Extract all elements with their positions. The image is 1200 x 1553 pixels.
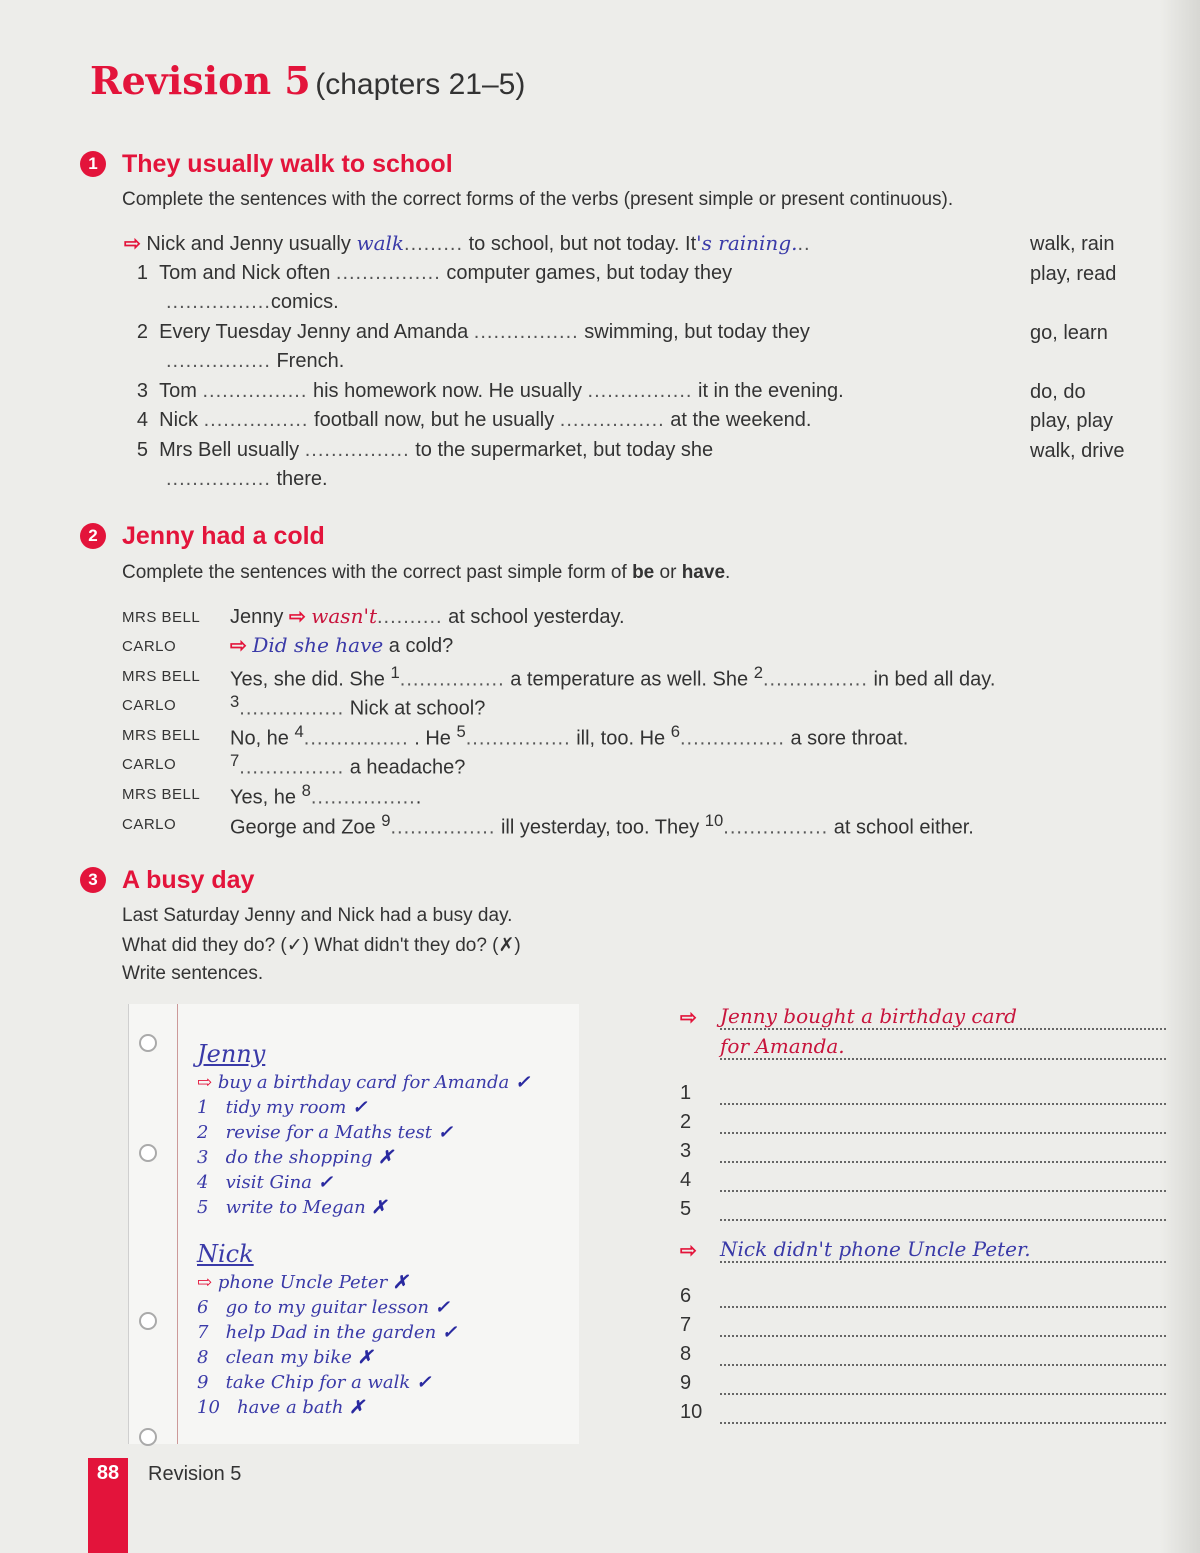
- section-3-number: 3: [80, 867, 106, 893]
- answer-row: 2: [680, 1105, 1166, 1134]
- example-arrow-icon: ⇨: [230, 635, 247, 657]
- item-2-verbs: go, learn: [1030, 322, 1108, 344]
- answer-blank[interactable]: ................: [202, 380, 308, 402]
- answer-blank[interactable]: ................: [166, 350, 271, 372]
- list-item: 3 do the shopping ✗: [197, 1147, 394, 1168]
- list-item: 6 go to my guitar lesson ✓: [197, 1297, 450, 1318]
- answer-row: 9: [680, 1366, 1166, 1395]
- list-item: 8 clean my bike ✗: [197, 1347, 373, 1368]
- binder-hole-icon: [139, 1034, 157, 1052]
- item-3-verbs: do, do: [1030, 381, 1086, 403]
- answer-blank[interactable]: ................: [465, 727, 571, 750]
- page-number-tab: [88, 1458, 128, 1553]
- item-5-verbs: walk, drive: [1030, 440, 1125, 462]
- answer-blank[interactable]: ................: [390, 816, 496, 839]
- example-answer-line: Jenny bought a birthday card: [720, 1004, 1166, 1030]
- example-arrow-icon: ⇨: [288, 606, 306, 628]
- answer-blank[interactable]: ................: [166, 291, 271, 313]
- list-item: ⇨ phone Uncle Peter ✗: [197, 1272, 408, 1293]
- nick-list: [197, 1272, 457, 1422]
- answer-line[interactable]: [720, 1317, 1166, 1337]
- example-answer-line: Nick didn't phone Uncle Peter.: [720, 1237, 1166, 1263]
- answer-row: 10: [680, 1395, 1166, 1424]
- speaker-label: CARLO: [122, 638, 177, 655]
- example-answer: wasn't: [311, 604, 377, 628]
- list-item: 7 help Dad in the garden ✓: [197, 1322, 458, 1343]
- list-item: ⇨ buy a birthday card for Amanda ✓: [197, 1072, 531, 1093]
- dialogue-line-8: George and Zoe $^9$................ ill yesterday, too. They $^{10}$................ at school either.: [230, 811, 974, 839]
- list-item: 2 revise for a Maths test ✓: [197, 1122, 453, 1143]
- section-1-item-5: 5 Mrs Bell usually ................ to the supermarket, but today she: [136, 439, 714, 461]
- example-answer-line: for Amanda.: [720, 1034, 1166, 1060]
- cross-icon: ✗: [392, 1272, 408, 1293]
- page-subtitle: (chapters 21–5): [315, 68, 526, 101]
- speaker-label: CARLO: [122, 697, 177, 714]
- list-item: 10 have a bath ✗: [197, 1397, 365, 1418]
- tick-icon: ✓: [441, 1322, 458, 1343]
- section-1-item-5-cont: ................ there.: [166, 468, 328, 490]
- answer-row: 8: [680, 1337, 1166, 1366]
- cross-icon: ✗: [357, 1347, 373, 1368]
- speaker-label: CARLO: [122, 756, 177, 773]
- answer-blank[interactable]: ................: [310, 786, 416, 809]
- section-1-item-4: 4 Nick ................ football now, but he usually ................ at the weekend.: [136, 409, 812, 431]
- answer-line[interactable]: [720, 1288, 1166, 1308]
- notebook-page: [128, 1004, 579, 1444]
- section-2-instruction: Complete the sentences with the correct past simple form of be or have.: [122, 562, 731, 583]
- dialogue-line-6: $^7$................ a headache?: [230, 751, 466, 779]
- dialogue-line-4: $^3$................ Nick at school?: [230, 692, 486, 720]
- nick-heading: Nick: [197, 1240, 254, 1268]
- section-1-instruction: Complete the sentences with the correct forms of the verbs (present simple or present continuous).: [122, 189, 954, 210]
- cross-icon: ✗: [349, 1397, 365, 1418]
- example-arrow-icon: ⇨: [680, 1240, 697, 1262]
- answer-row: 1: [680, 1076, 1166, 1105]
- speaker-label: MRS BELL: [122, 609, 201, 626]
- answer-line[interactable]: [720, 1085, 1166, 1105]
- binder-hole-icon: [139, 1144, 157, 1162]
- answer-line[interactable]: [720, 1346, 1166, 1366]
- answer-blank[interactable]: ................: [559, 409, 665, 431]
- answer-line[interactable]: [720, 1114, 1166, 1134]
- page-title: Revision 5: [90, 58, 311, 103]
- answer-column: [680, 1000, 1166, 1424]
- answer-blank[interactable]: ................: [239, 756, 345, 779]
- section-2-number: 2: [80, 523, 106, 549]
- example-answer-row: [680, 1000, 1166, 1030]
- answer-blank[interactable]: ................: [587, 380, 693, 402]
- section-1-number: 1: [80, 151, 106, 177]
- answer-line[interactable]: [720, 1201, 1166, 1221]
- jenny-list: [197, 1072, 530, 1222]
- tick-icon: ✓: [416, 1372, 432, 1393]
- page-edge-shadow: [1160, 0, 1200, 1553]
- dialogue-line-5: No, he $^4$................ . He $^5$................ ill, too. He $^6$................ a sore throat.: [230, 722, 909, 750]
- section-1-item-1: 1 Tom and Nick often ................ computer games, but today they: [136, 262, 733, 284]
- answer-line[interactable]: [720, 1143, 1166, 1163]
- example-answer-2: 's raining.: [696, 231, 798, 255]
- section-1-item-2: 2 Every Tuesday Jenny and Amanda ................ swimming, but today they: [136, 321, 810, 343]
- page-heading: [90, 58, 525, 103]
- answer-row: 4: [680, 1163, 1166, 1192]
- example-answer-1: walk: [356, 231, 405, 255]
- section-2-title: Jenny had a cold: [122, 522, 325, 550]
- section-1-example: ⇨ Nick and Jenny usually walk......... to school, but not today. It's raining...: [124, 231, 811, 255]
- answer-blank[interactable]: ................: [203, 409, 309, 431]
- section-1-title: They usually walk to school: [122, 150, 453, 178]
- tick-icon: ✓: [515, 1072, 531, 1093]
- tick-icon: ✓: [317, 1172, 333, 1193]
- answer-blank[interactable]: ................: [304, 439, 410, 461]
- example-answer: Did she have: [252, 633, 384, 657]
- cross-icon: ✗: [371, 1197, 387, 1218]
- dialogue-line-3: Yes, she did. She $^1$................ a temperature as well. She $^2$................ in bed all day.: [230, 663, 996, 691]
- binder-hole-icon: [139, 1428, 157, 1446]
- section-3-instruction-1: Last Saturday Jenny and Nick had a busy day.: [122, 905, 513, 926]
- speaker-label: MRS BELL: [122, 668, 201, 685]
- section-3-instruction-2: What did they do? (✓) What didn't they do? (✗): [122, 935, 521, 956]
- answer-line[interactable]: [720, 1375, 1166, 1395]
- example-arrow-icon: ⇨: [680, 1007, 697, 1029]
- tick-icon: ✓: [434, 1297, 450, 1318]
- speaker-label: CARLO: [122, 816, 177, 833]
- answer-row: 3: [680, 1134, 1166, 1163]
- jenny-heading: Jenny: [197, 1040, 266, 1068]
- answer-blank[interactable]: ................: [679, 727, 785, 750]
- answer-blank[interactable]: ................: [762, 668, 868, 691]
- speaker-label: MRS BELL: [122, 727, 201, 744]
- answer-blank[interactable]: ................: [723, 816, 829, 839]
- item-1-verbs: play, read: [1030, 263, 1117, 285]
- notebook-margin-line: [177, 1004, 178, 1444]
- list-item: 4 visit Gina ✓: [197, 1172, 333, 1193]
- answer-blank[interactable]: ................: [335, 262, 441, 284]
- section-3-title: A busy day: [122, 866, 255, 894]
- example-verbs: walk, rain: [1030, 233, 1115, 255]
- cross-icon: ✗: [378, 1147, 394, 1168]
- page-number: 88: [96, 1462, 120, 1484]
- list-item: 9 take Chip for a walk ✓: [197, 1372, 432, 1393]
- answer-blank[interactable]: ................: [303, 727, 409, 750]
- speaker-label: MRS BELL: [122, 786, 201, 803]
- section-1-item-2-cont: ................ French.: [166, 350, 345, 372]
- item-4-verbs: play, play: [1030, 410, 1114, 432]
- example-answer-row: [680, 1233, 1166, 1263]
- answer-line[interactable]: [720, 1172, 1166, 1192]
- dialogue-line-1: Jenny ⇨ wasn't.......... at school yesterday.: [230, 604, 625, 628]
- example-answer-row: [680, 1030, 1166, 1060]
- tick-icon: ✓: [352, 1097, 368, 1118]
- footer-label: Revision 5: [148, 1463, 242, 1485]
- example-arrow-icon: ⇨: [124, 233, 141, 255]
- list-item: 1 tidy my room ✓: [197, 1097, 368, 1118]
- binder-hole-icon: [139, 1312, 157, 1330]
- section-1-item-1-cont: ................comics.: [166, 291, 339, 313]
- answer-blank[interactable]: ................: [473, 321, 579, 343]
- dialogue-line-7: Yes, he $^8$.................: [230, 781, 422, 809]
- answer-blank[interactable]: ................: [399, 668, 505, 691]
- tick-icon: ✓: [437, 1122, 453, 1143]
- answer-blank[interactable]: ................: [239, 697, 345, 720]
- section-3-instruction-3: Write sentences.: [122, 963, 264, 984]
- answer-row: 6: [680, 1279, 1166, 1308]
- section-1-item-3: 3 Tom ................ his homework now. He usually ................ it in the evening.: [136, 380, 844, 402]
- answer-row: 5: [680, 1192, 1166, 1221]
- list-item: 5 write to Megan ✗: [197, 1197, 387, 1218]
- answer-line[interactable]: [720, 1404, 1166, 1424]
- dialogue-line-2: ⇨ Did she have a cold?: [230, 633, 454, 657]
- answer-row: 7: [680, 1308, 1166, 1337]
- answer-blank[interactable]: ................: [166, 468, 271, 490]
